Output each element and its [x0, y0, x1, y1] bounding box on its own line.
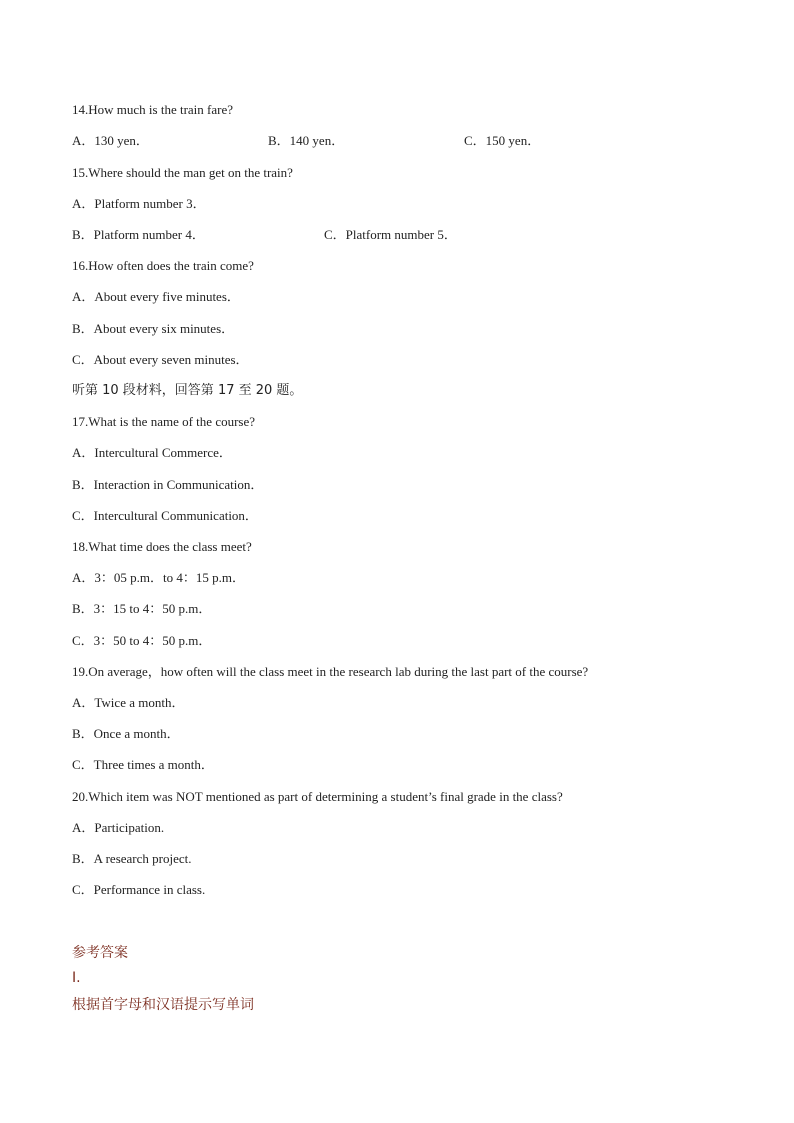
question-20: 20.Which item was NOT mentioned as part of determining a student’s final grade in the class?: [72, 789, 563, 804]
question-14: 14.How much is the train fare?: [72, 102, 234, 117]
q18-option-b: B．3：15 to 4：50 p.m．: [72, 601, 212, 616]
q17-option-a: A．Intercultural Commerce．: [72, 445, 232, 460]
q15-option-b: B．Platform number 4．: [72, 227, 205, 242]
q19-option-c: C．Three times a month．: [72, 757, 214, 772]
q18-option-a: A．3：05 p.m．to 4：15 p.m．: [72, 570, 245, 585]
q20-option-c: C．Performance in class.: [72, 882, 206, 897]
q17-option-c: C．Intercultural Communication．: [72, 508, 258, 523]
q17-option-b: B．Interaction in Communication．: [72, 477, 264, 492]
q16-option-b: B．About every six minutes．: [72, 321, 235, 336]
section-note: 听第 10 段材料，回答第 17 至 20 题。: [72, 383, 303, 398]
q19-option-b: B．Once a month．: [72, 726, 180, 741]
q15-option-a: A．Platform number 3．: [72, 196, 206, 211]
q16-option-a: A．About every five minutes．: [72, 289, 240, 304]
q14-option-c: C．150 yen．: [464, 133, 541, 148]
q14-option-a: A．130 yen．: [72, 133, 149, 148]
q19-option-a: A．Twice a month．: [72, 695, 185, 710]
q18-option-c: C．3：50 to 4：50 p.m．: [72, 633, 212, 648]
question-16: 16.How often does the train come?: [72, 258, 254, 273]
question-15: 15.Where should the man get on the train?: [72, 165, 293, 180]
question-19: 19.On average，how often will the class meet in the research lab during the last part of the course?: [72, 664, 589, 679]
question-17: 17.What is the name of the course?: [72, 414, 256, 429]
q14-option-b: B．140 yen．: [268, 133, 345, 148]
q15-option-c: C．Platform number 5．: [324, 227, 457, 242]
q20-option-a: A．Participation.: [72, 820, 165, 835]
question-18: 18.What time does the class meet?: [72, 539, 252, 554]
answers-part-label: I.: [72, 970, 81, 986]
q20-option-b: B．A research project.: [72, 851, 192, 866]
answers-instruction: 根据首字母和汉语提示写单词: [72, 997, 254, 1013]
q16-option-c: C．About every seven minutes．: [72, 352, 249, 367]
answers-heading: 参考答案: [72, 945, 128, 961]
